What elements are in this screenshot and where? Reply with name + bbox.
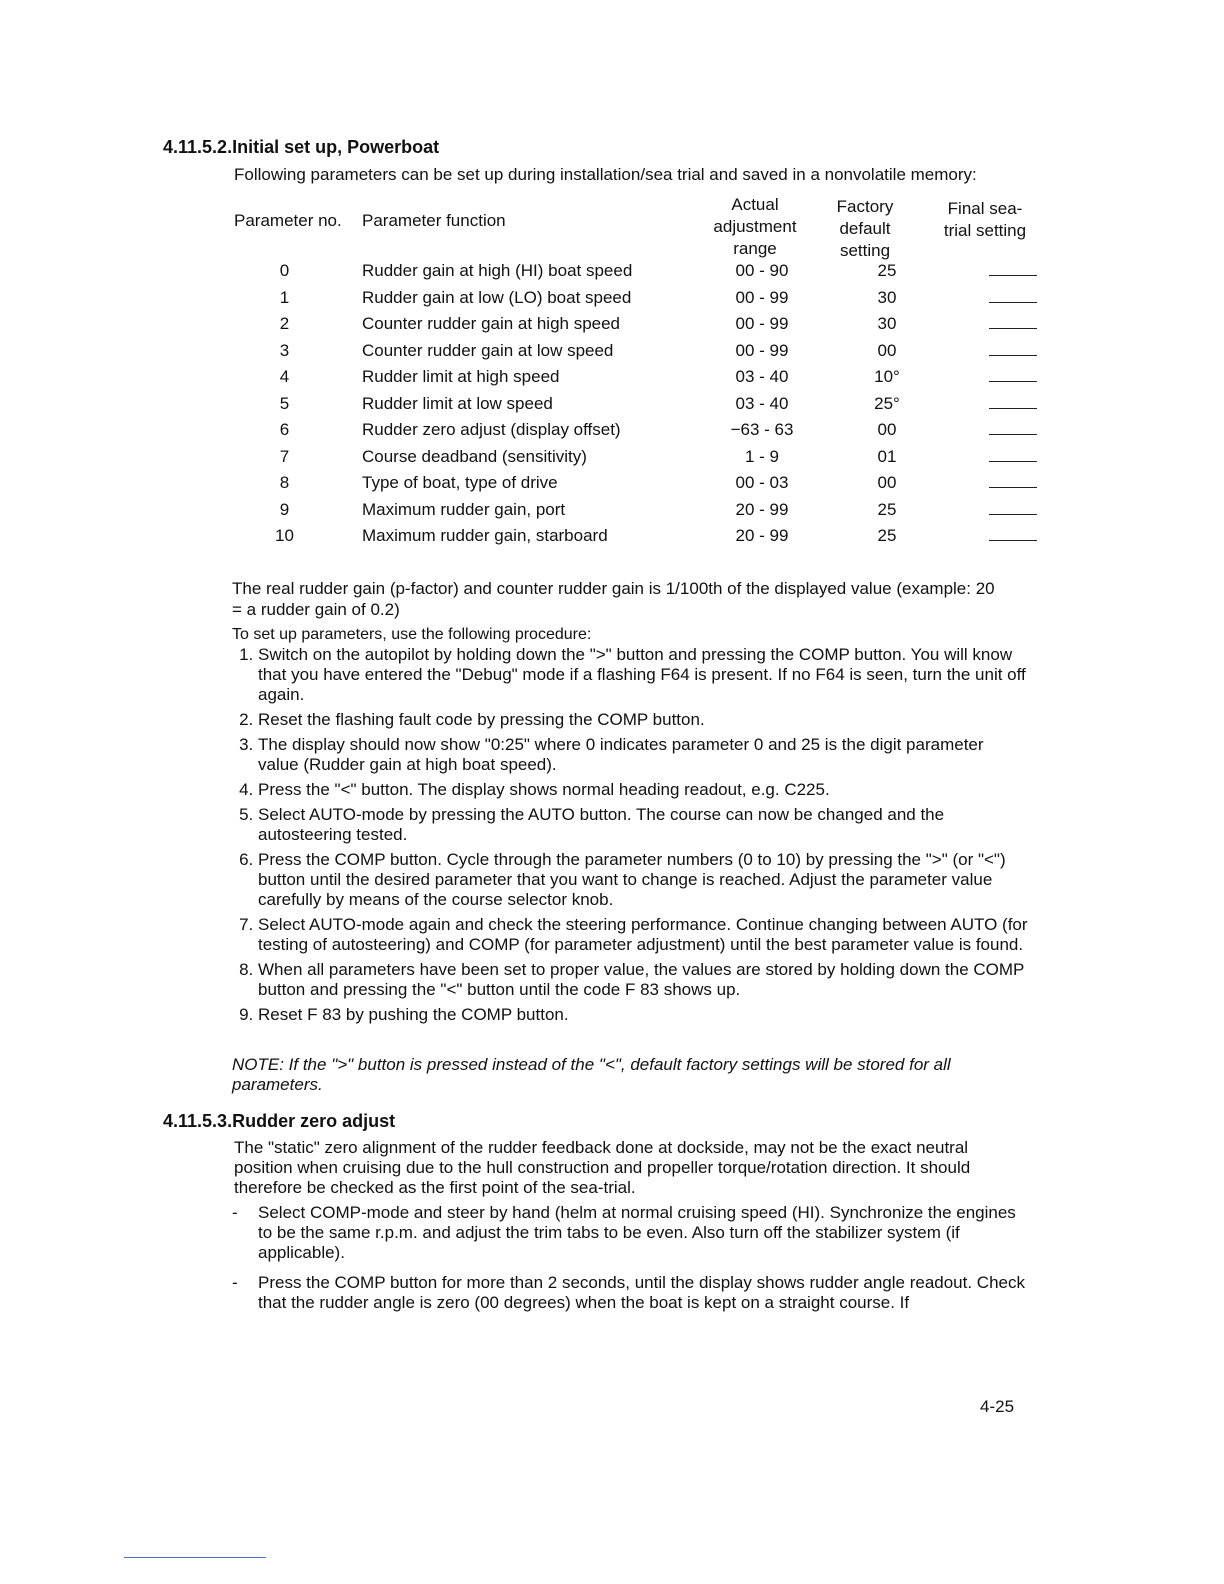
blank-line [989,502,1037,515]
procedure-step: 1. Switch on the autopilot by holding down the ">" button and pressing the COMP button. You will know that you have entered the "Debug" mode if a flashing F64 is present. If no F64 is seen, turn the unit off again. [258,645,1028,705]
param-factory: 25 [877,526,897,546]
section-title: Initial set up, Powerboat [232,137,440,157]
param-factory: 25° [874,393,900,413]
param-factory: 25 [877,499,897,519]
param-no: 0 [279,261,290,281]
param-final [947,258,1057,285]
procedure-step: 2. Reset the flashing fault code by pressing the COMP button. [258,710,1028,730]
param-factory: 01 [877,446,897,466]
param-factory: 30 [877,287,897,307]
table-row [232,497,1057,524]
blank-line [989,396,1037,409]
param-final [947,497,1057,524]
param-range: 00 - 03 [735,473,789,493]
param-final [947,285,1057,312]
blank-line [989,263,1037,276]
blank-line [989,369,1037,382]
param-final [947,444,1057,471]
table-row [232,311,1057,338]
param-factory: 30 [877,314,897,334]
param-factory: 00 [877,473,897,493]
blank-line [989,343,1037,356]
param-no: 10 [275,526,294,546]
param-final [947,338,1057,365]
blank-line [989,290,1037,303]
param-function: Counter rudder gain at high speed [362,314,621,334]
table-row [232,391,1057,418]
section-title: Rudder zero adjust [232,1111,396,1131]
param-function: Rudder limit at low speed [362,393,553,413]
rudder-zero-intro: The "static" zero alignment of the rudder feedback done at dockside, may not be the exact neutral position when cruising due to the hull construction and propeller torque/rotation direction. It should therefore be checked as the first point of the sea-trial. [234,1138,971,1197]
param-function: Counter rudder gain at low speed [362,340,614,360]
blank-line [989,475,1037,488]
table-row [232,364,1057,391]
procedure-steps [232,645,1028,1030]
param-factory: 10° [874,367,900,387]
param-no: 3 [279,340,290,360]
list-item: - Press the COMP button for more than 2 seconds, until the display shows rudder angle readout. Check that the rudder angle is zero (00 degrees) when the boat is kept on a straight course. If [258,1273,1028,1313]
param-range: −63 - 63 [730,420,794,440]
param-factory: 00 [877,340,897,360]
blank-line [989,316,1037,329]
param-range: 20 - 99 [735,499,789,519]
param-factory: 25 [877,261,897,281]
parameter-table [232,258,1057,550]
header-parameter-function: Parameter function [362,211,506,230]
list-item: - Select COMP-mode and steer by hand (helm at normal cruising speed (HI). Synchronize the engines to be the same r.p.m. and adjust the trim tabs to be even. Also turn off the stabilizer system (if applicable). [258,1203,1028,1263]
gain-note: The real rudder gain (p-factor) and counter rudder gain is 1/100th of the displayed value (example: 20 = a rudder gain of 0.2) [232,579,995,619]
procedure-step: 4. Press the "<" button. The display shows normal heading readout, e.g. C225. [258,780,1028,800]
table-row [232,258,1057,285]
section-heading-4-11-5-2 [163,137,439,158]
header-factory-default: Factory default setting [836,197,894,260]
header-final-setting: Final sea-trial setting [943,199,1027,240]
procedure-step: 3. The display should now show "0:25" where 0 indicates parameter 0 and 25 is the digit parameter value (Rudder gain at high boat speed). [258,735,1028,775]
blank-line [989,422,1037,435]
param-no: 7 [279,446,290,466]
param-function: Course deadband (sensitivity) [362,446,587,466]
param-function: Rudder gain at high (HI) boat speed [362,261,633,281]
param-function: Maximum rudder gain, port [362,499,566,519]
procedure-step: 7. Select AUTO-mode again and check the steering performance. Continue changing between AUTO (for testing of autosteering) and COMP (for parameter adjustment) until the best parameter value is found. [258,915,1028,955]
param-no: 9 [279,499,290,519]
section-intro: Following parameters can be set up during installation/sea trial and saved in a nonvolatile memory: [234,165,977,184]
procedure-step: 9. Reset F 83 by pushing the COMP button. [258,1005,1028,1025]
param-range: 00 - 99 [735,314,789,334]
param-function: Rudder limit at high speed [362,367,560,387]
table-row [232,470,1057,497]
param-function: Rudder zero adjust (display offset) [362,420,621,440]
param-final [947,391,1057,418]
procedure-step: 6. Press the COMP button. Cycle through the parameter numbers (0 to 10) by pressing the ">" (or "<") button until the desired parameter that you want to change is reached. Adjust the parameter value carefully by means of the course selector knob. [258,850,1028,910]
blank-line [989,528,1037,541]
param-final [947,364,1057,391]
param-no: 6 [279,420,290,440]
param-range: 1 - 9 [744,446,780,466]
bullet-list [232,1203,1028,1323]
parameter-table-body [232,258,1057,550]
param-factory: 00 [877,420,897,440]
param-range: 00 - 99 [735,340,789,360]
section-heading-4-11-5-3 [163,1111,395,1132]
table-row [232,523,1057,550]
header-adjustment-range: Actual adjustment range [713,195,797,258]
param-function: Rudder gain at low (LO) boat speed [362,287,632,307]
section-number: 4.11.5.2. [163,137,233,157]
param-no: 8 [279,473,290,493]
table-row [232,444,1057,471]
table-row [232,417,1057,444]
header-parameter-no: Parameter no. [234,211,342,230]
blank-line [989,449,1037,462]
procedure-intro: To set up parameters, use the following procedure: [232,626,592,643]
footer-divider [124,1557,266,1558]
table-row [232,338,1057,365]
param-function: Type of boat, type of drive [362,473,558,493]
param-range: 03 - 40 [735,393,789,413]
page-number: 4-25 [980,1397,1015,1416]
param-no: 1 [279,287,290,307]
procedure-step: 5. Select AUTO-mode by pressing the AUTO button. The course can now be changed and the autosteering tested. [258,805,1028,845]
section-number: 4.11.5.3. [163,1111,233,1131]
param-no: 5 [279,393,290,413]
procedure-step: 8. When all parameters have been set to proper value, the values are stored by holding down the COMP button and pressing the "<" button until the code F 83 shows up. [258,960,1028,1000]
param-range: 20 - 99 [735,526,789,546]
table-row [232,285,1057,312]
param-range: 00 - 90 [735,261,789,281]
param-range: 00 - 99 [735,287,789,307]
param-final [947,311,1057,338]
param-function: Maximum rudder gain, starboard [362,526,608,546]
param-final [947,470,1057,497]
param-final [947,523,1057,550]
param-no: 4 [279,367,290,387]
note-text: NOTE: If the ">" button is pressed instead of the "<", default factory settings will be stored for all parameters. [232,1055,951,1094]
param-no: 2 [279,314,290,334]
param-range: 03 - 40 [735,367,789,387]
param-final [947,417,1057,444]
